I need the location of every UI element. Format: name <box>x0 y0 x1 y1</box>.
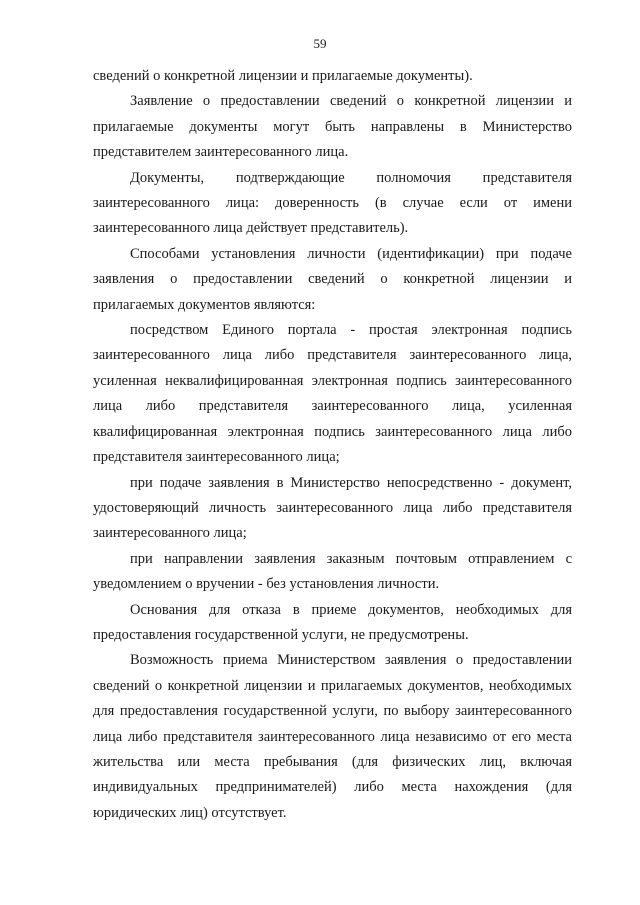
paragraph-portal-signature: посредством Единого портала - простая электронная подпись заинтересованного лица либо представителя заинтересованного лица, усиленная неквалифицированная электронная подпись заинтересованного лица либо представителя заинтересованного лица, усиленная квалифицированная электронная подпись заинтересованного лица либо представителя заинтересованного лица; <box>93 322 572 466</box>
paragraph-application-submission: Заявление о предоставлении сведений о конкретной лицензии и прилагаемые документы могут быть направлены в Министерство представителем заинтересованного лица. <box>93 93 572 161</box>
paragraph-direct-submission: при подаче заявления в Министерство непосредственно - документ, удостоверяющий личность заинтересованного лица либо представителя заинтересованного лица; <box>93 474 572 542</box>
paragraph-extraterritorial: Возможность приема Министерством заявления о предоставлении сведений о конкретной лицензии и прилагаемых документов, необходимых для предоставления государственной услуги, по выбору заинтересованного лица либо представителя заинтересованного лица независимо от его места жительства или места пребывания (для физических лиц, включая индивидуальных предпринимателей) либо места нахождения (для юридических лиц) отсутствует. <box>93 652 572 821</box>
paragraph-representative-documents: Документы, подтверждающие полномочия представителя заинтересованного лица: доверенность (в случае если от имени заинтересованного лица действует представитель). <box>93 169 572 237</box>
paragraph-refusal-grounds: Основания для отказа в приеме документов, необходимых для предоставления государственной услуги, не предусмотрены. <box>93 601 572 643</box>
document-body <box>93 64 572 826</box>
paragraph-identification-methods: Способами установления личности (идентификации) при подаче заявления о предоставлении сведений о конкретной лицензии и прилагаемых документов являются: <box>93 245 572 313</box>
paragraph-postal-submission: при направлении заявления заказным почтовым отправлением с уведомлением о вручении - без установления личности. <box>93 550 572 593</box>
paragraph-continuation: сведений о конкретной лицензии и прилагаемые документы). <box>93 68 473 84</box>
page-number: 59 <box>313 36 327 51</box>
